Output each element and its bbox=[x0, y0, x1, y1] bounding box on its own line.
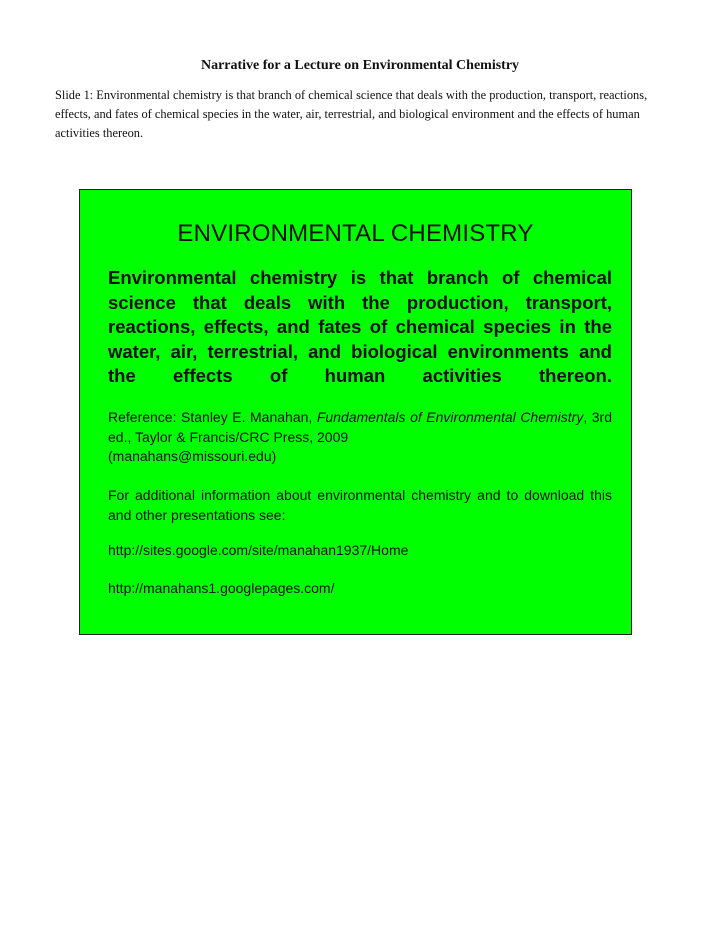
reference-suffix: , 3rd ed., Taylor & Francis/CRC Press, 2009 bbox=[108, 409, 613, 445]
slide-link-2[interactable]: http://manahans1.googlepages.com/ bbox=[108, 580, 335, 596]
document-title: Narrative for a Lecture on Environmental Chemistry bbox=[200, 58, 520, 73]
slide-link-1[interactable]: http://sites.google.com/site/manahan1937/Home bbox=[108, 542, 409, 558]
slide-definition: Environmental chemistry is that branch of chemical science that deals with the production, transport, reactions, effects, and fates of chemical species in the water, air, terrestrial, and biological environments and the effects of human activities thereon. bbox=[108, 267, 612, 386]
slide-panel bbox=[79, 189, 632, 635]
reference-book-title: Fundamentals of Environmental Chemistry bbox=[316, 409, 584, 425]
slide-more-info: For additional information about environmental chemistry and to download this and other presentations see: bbox=[108, 487, 612, 523]
reference-email: (manahans@missouri.edu) bbox=[108, 448, 277, 464]
slide-narrative: Slide 1: Environmental chemistry is that branch of chemical science that deals with the production, transport, reactions, effects, and fates of chemical species in the water, air, terrestrial, and biological environment and the effects of human activities thereon. bbox=[55, 88, 648, 140]
slide-reference bbox=[108, 408, 612, 467]
slide-heading: ENVIRONMENTAL CHEMISTRY bbox=[177, 220, 534, 247]
reference-prefix: Reference: Stanley E. Manahan, bbox=[108, 409, 317, 425]
